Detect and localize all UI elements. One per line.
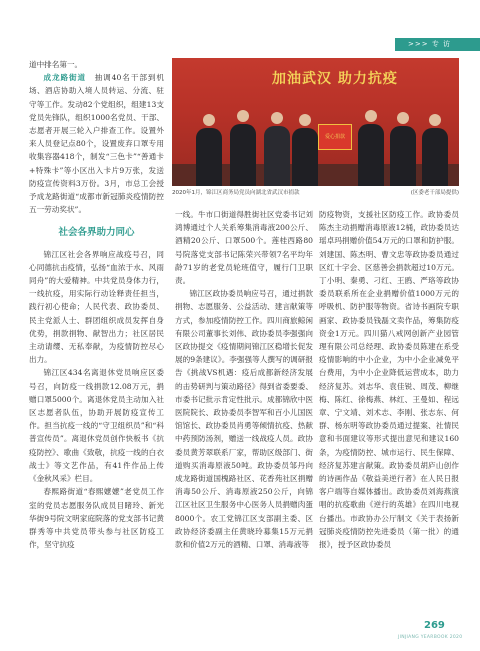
paragraph: 春熙路街道“春熙嬷嬷”老党员工作室的党员志愿服务队成员目睹玲、新光华街9号院文明家庭院落的党支部书记黄群秀等中共党员带头参与社区防疫工作，坚守抗疫 [29,487,164,550]
paragraph: 成龙路街道 抽调40名干部到机场、酒店协助入境人员转运、分流、驻守等工作。发动82个党组织，组建13支党员先锋队，组织1000名党员、干部、志愿者开展三轮入户排查工作。设置外来人员登记点80个，设置废弃口罩专用收集容器418个，制发“三色卡”“善通卡+特殊卡”等小区出入卡片9万张，发送防疫宣传资料3万份。3月，市总工会授予成龙路街道“成都市新冠肺炎疫情防控五一劳动奖状”。 [29,73,164,215]
person-head [299,114,311,126]
page-number: 269 [424,620,445,631]
text-column-1 [29,58,164,618]
photo-banner: 加油武汉 助力抗疫 [272,71,398,87]
person-head [203,114,215,126]
paragraph: 一线。牛市口街道得胜街社区党委书记刘鸿博通过个人关系筹集消毒液200公斤、酒精20公斤、口罩500个。莲桂西路80号院落党支部书记陈荣兴带领7名平均年龄71岁的老党员轮班值守，履行门卫职责。 [175,210,313,286]
person-head [365,110,377,122]
section-label: >>> 专 访 [408,40,452,48]
paragraph: 锦江区434名离退休党员响应区委号召，向防疫一线捐款12.08万元，捐赠口罩5000个。离退休党员主动加入社区志愿者队伍，协助开展防疫宣传工作。担当抗疫一线的“守卫组织员”和“科普宣传员”。离退休党员创作快板书《抗疫防控》、歌曲《致敬，抗疫一线的白衣战士》等文艺作品，有41件作品上传《金秋风采》栏目。 [29,368,164,484]
text-column-3 [319,208,459,628]
magazine-name: JINJIANG YEARBOOK 2020 [398,635,463,640]
person [230,124,256,186]
person-head [429,114,441,126]
person [358,124,384,186]
person-head [271,112,283,124]
event-photo [172,58,459,186]
paragraph: 锦江区政协委员响应号召，通过捐款捐物、志愿服务、公益活动、建言献策等方式，参加疫情防控工作。四川商旅鲸闲有限公司董事长刘伟、政协委员李强强向区政协提交《疫情期间锦江区稳增长促发展的9条建议》。李强强等人撰写的调研报告《挑战VS机遇：疫后成都新经济发展的击势研判与策动路径》得到省委要委、市委书记批示肯定性批示。成都锦欣中医医院院长、政协委员李智军和百小儿国医馆馆长、政协委员肖勇等倾情抗疫、热献中药预防汤剂，赠送一线战疫人员。政协委员黄芳翠联系厂家，帮助区级部门、街道购买消毒原液50吨。政协委员邹丹向成龙路街道国槐路社区、花香苑社区捐赠消毒50公斤、消毒原液250公斤，向锦江区社区卫生服务中心医务人员捐赠肉蛋8000个。农工党锦江区支部副主委、区政协经济委副主任黄晓玲募集15万元捐款和价值2万元的酒精、口罩、消毒液等 [175,289,313,550]
section-heading: 社会各界助力同心 [58,227,135,239]
paragraph: 道中排名第一。 [29,60,83,69]
person [264,126,290,186]
paragraph: 锦江区社会各界响应战疫号召，同心同德抗击疫情，弘扬“血浓于水、风雨同舟”的大爱精神。中共党员身体力行，一线抗疫，用实际行动诠释责任担当，践行初心使命；人民代表、政协委员、民主党派人士、群团组织成员发挥自身优势，捐款捐物、献智出力；社区居民主动请缨、无私奉献，为疫情防控尽心出力。 [29,249,164,365]
person [196,128,222,186]
text-column-2 [175,208,313,628]
photo-caption: 2020年1月，锦江区商务局党员向湖北省武汉市捐款 (区委老干部局提供) [172,190,459,196]
subhead: 成龙路街道 [43,73,87,83]
paragraph: 防疫物资，支援社区防疫工作。政协委员陈杰主动捐赠消毒原液12桶，政协委员达瑶卓玛捐赠价值54万元的口罩和防护服。刘建国、陈杰明、曹文忠等政协委员通过区红十字会、区慈善会捐款超过10万元。丁小明、秦勇、刁红、王鸥、严珞等政协委员联系所在企业捐赠价值1000万元的呼吸机、防护服等物资。省诗书画院专职画家、政协委员钱磊文卖作品，筹集防疫资金1万元。四川猫八戒网创新产业园管理有限公司总经理、政协委员陈建在系受疫情影响的中小企业，为中小企业减免平台费用，为中小企业降低运营成本，助力经济复苏。刘志华、袁佳锐、周茂、柳继梅、陈红、徐梅燕、林红、王曼如、程远章、宁文靖、刘术志、李刚、张志东、何群、杨东明等政协委员通过提案、社情民意和书面建议等形式提出意见和建议160条，为疫情防控、城市运行、民生保障、经济复苏建言献策。政协委员胡庐山创作的诗画作品《敬益美逆行者》在人民日报客户端等自媒体播出。政协委员刘海燕演唱的抗疫歌曲《逆行的英雄》在四川电视台播出。市政协办公厅制文《关于表扬新冠肺炎疫情防控先进委员（第一批）的通报》，授予区政协委员 [319,210,459,550]
donation-box: 爱心捐款 [318,124,352,150]
person [422,128,448,186]
person [390,126,416,186]
person [292,128,318,186]
person-head [237,110,249,122]
person-head [397,112,409,124]
photo-credit: (区委老干部局提供) [410,190,459,196]
